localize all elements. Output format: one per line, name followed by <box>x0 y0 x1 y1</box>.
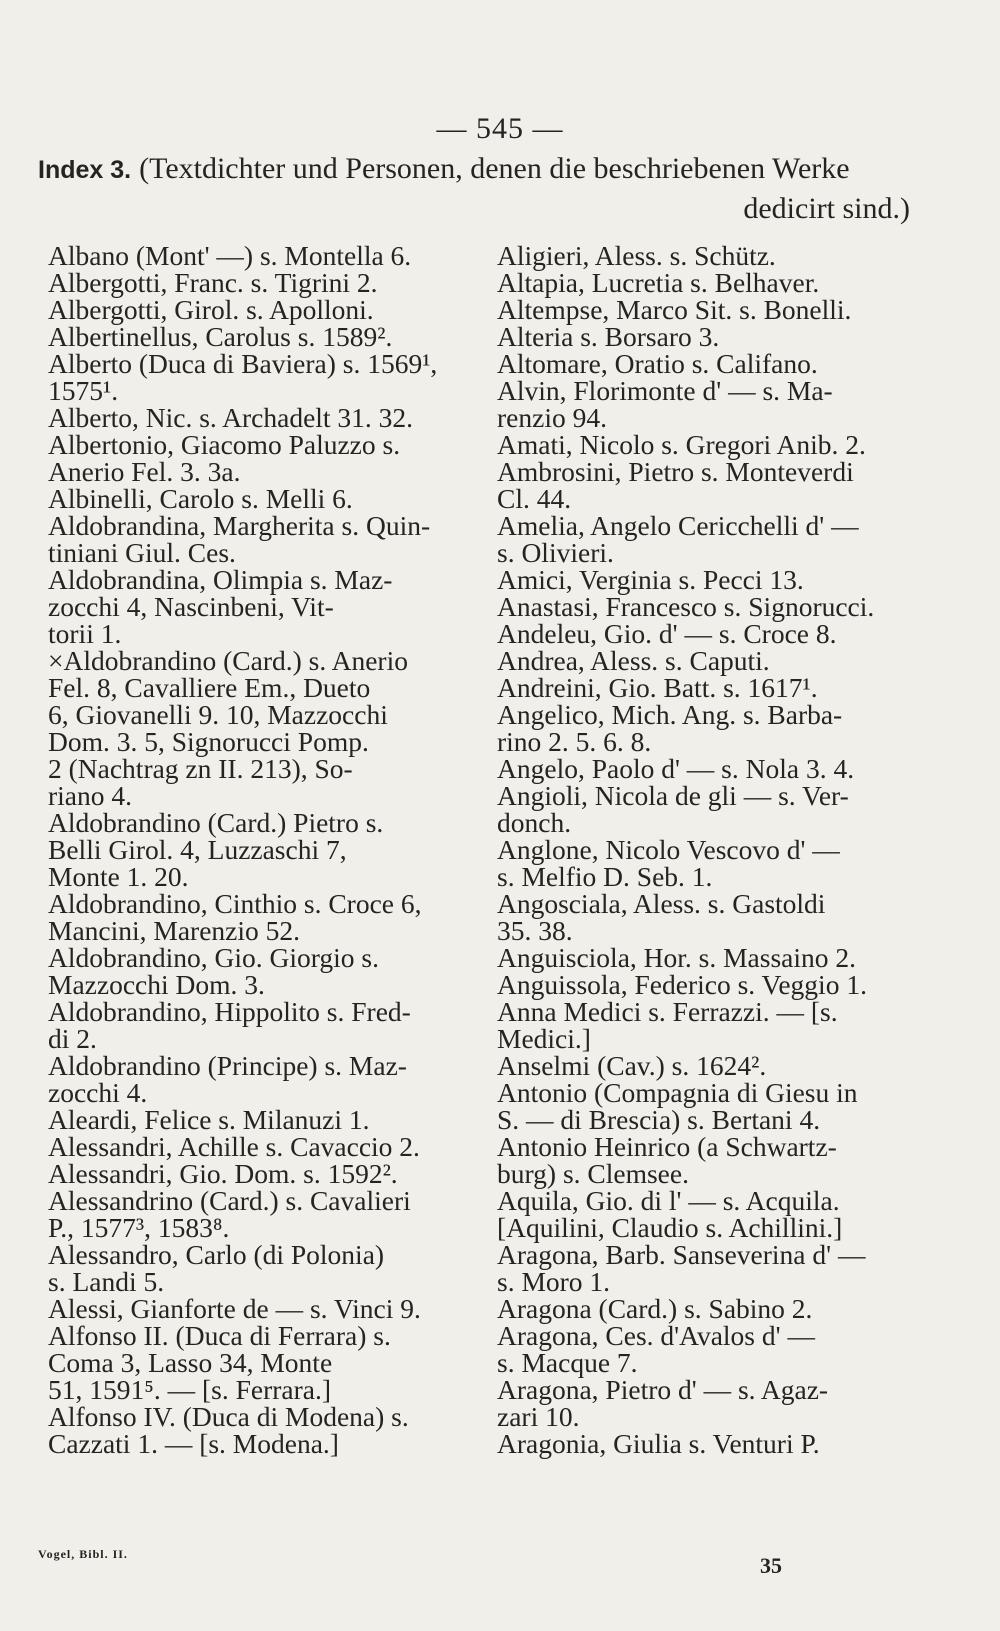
index-entry-line: Albertinellus, Carolus s. 1589². <box>48 321 393 352</box>
index-entry-line: 35. 38. <box>497 915 573 946</box>
index-entry-line: Alessi, Gianforte de — s. Vinci 9. <box>48 1293 421 1324</box>
index-entry-line: Altapia, Lucretia s. Belhaver. <box>497 267 820 298</box>
index-title-continuation: dedicirt sind.) <box>743 192 910 225</box>
index-entry <box>497 242 927 269</box>
index-entry <box>497 377 927 431</box>
index-entry-line: Alberto, Nic. s. Archadelt 31. 32. <box>48 402 414 433</box>
index-entry <box>48 296 488 323</box>
index-entry-line: Alvin, Florimonte d' — s. Ma- <box>497 375 833 406</box>
index-entry-line: Angioli, Nicola de gli — s. Ver- <box>497 780 849 811</box>
index-entry <box>48 485 488 512</box>
index-entry <box>497 890 927 944</box>
index-entry-line: 1575¹. <box>48 375 119 406</box>
index-entry-line: di 2. <box>48 1023 97 1054</box>
index-entry-line: zocchi 4. <box>48 1077 148 1108</box>
index-entry-line: Altempse, Marco Sit. s. Bonelli. <box>497 294 852 325</box>
index-entry-line: zari 10. <box>497 1401 580 1432</box>
index-entry-line: S. — di Brescia) s. Bertani 4. <box>497 1104 821 1135</box>
index-entry-line: Alessandri, Gio. Dom. s. 1592². <box>48 1158 398 1189</box>
index-entry <box>497 566 927 593</box>
index-entry-line: Anastasi, Francesco s. Signorucci. <box>497 591 875 622</box>
index-entry-line: Albergotti, Girol. s. Apolloni. <box>48 294 374 325</box>
index-entry <box>48 431 488 485</box>
index-entry <box>497 647 927 674</box>
index-entry-line: Aragona, Barb. Sanseverina d' — <box>497 1239 866 1270</box>
index-entry-line: Aldobrandina, Margherita s. Quin- <box>48 510 431 541</box>
index-entry-line: Aragonia, Giulia s. Venturi P. <box>497 1428 820 1459</box>
index-entry <box>48 512 488 566</box>
index-entry-line: Angelo, Paolo d' — s. Nola 3. 4. <box>497 753 855 784</box>
sheet-number: 35 <box>760 1553 782 1578</box>
index-entry-line: P., 1577³, 1583⁸. <box>48 1212 230 1243</box>
index-entry-line: ×Aldobrandino (Card.) s. Anerio <box>48 645 408 676</box>
index-entry <box>48 1403 488 1457</box>
index-entry-line: Alfonso II. (Duca di Ferrara) s. <box>48 1320 391 1351</box>
index-entry-line: Alessandri, Achille s. Cavaccio 2. <box>48 1131 420 1162</box>
index-entry-line: Amati, Nicolo s. Gregori Anib. 2. <box>497 429 866 460</box>
index-entry <box>48 890 488 944</box>
index-entry-line: Cl. 44. <box>497 483 572 514</box>
index-entry <box>48 404 488 431</box>
index-entry-line: Cazzati 1. — [s. Modena.] <box>48 1428 339 1459</box>
index-entry-line: Aldobrandino (Principe) s. Maz- <box>48 1050 407 1081</box>
index-entry-line: 51, 1591⁵. — [s. Ferrara.] <box>48 1374 331 1405</box>
index-entry <box>48 1160 488 1187</box>
index-entry-line: Anna Medici s. Ferrazzi. — [s. <box>497 996 838 1027</box>
index-entry-line: Alessandrino (Card.) s. Cavalieri <box>48 1185 411 1216</box>
index-entry-line: Aragona, Ces. d'Avalos d' — <box>497 1320 815 1351</box>
sheet-signature: Vogel, Bibl. II. <box>38 1547 128 1561</box>
index-entry <box>497 269 927 296</box>
index-entry-line: Coma 3, Lasso 34, Monte <box>48 1347 333 1378</box>
index-entry <box>497 1241 927 1295</box>
index-entry-line: Aldobrandino, Gio. Giorgio s. <box>48 942 380 973</box>
index-entry <box>497 512 927 566</box>
page-number: — 545 — <box>436 112 564 145</box>
index-entry-line: Aldobrandino, Cinthio s. Croce 6, <box>48 888 422 919</box>
index-entry-line: Anselmi (Cav.) s. 1624². <box>497 1050 767 1081</box>
index-entry <box>497 323 927 350</box>
index-entry <box>497 296 927 323</box>
index-entry <box>497 1187 927 1214</box>
index-entry <box>497 1430 927 1457</box>
index-entry <box>497 1376 927 1430</box>
index-entry <box>497 674 927 701</box>
index-entry-line: Altomare, Oratio s. Califano. <box>497 348 818 379</box>
index-entry <box>497 1295 927 1322</box>
index-entry <box>48 1241 488 1295</box>
index-entry-line: Alfonso IV. (Duca di Modena) s. <box>48 1401 409 1432</box>
index-entry <box>48 242 488 269</box>
index-entry <box>48 1133 488 1160</box>
index-entry-line: Mazzocchi Dom. 3. <box>48 969 265 1000</box>
index-entry <box>497 998 927 1052</box>
index-entry <box>48 350 488 404</box>
index-entry-line: Aragona, Pietro d' — s. Agaz- <box>497 1374 829 1405</box>
index-entry <box>497 971 927 998</box>
index-entry <box>497 458 927 512</box>
index-entry <box>497 350 927 377</box>
index-entry-line: riano 4. <box>48 780 133 811</box>
index-entry <box>48 647 488 809</box>
index-entry <box>497 620 927 647</box>
index-entry <box>497 701 927 755</box>
index-entry-line: Medici.] <box>497 1023 591 1054</box>
index-entry-line: Albano (Mont' —) s. Montella 6. <box>48 240 412 271</box>
right-column <box>497 242 927 1457</box>
index-entry <box>497 782 927 836</box>
index-entry-line: burg) s. Clemsee. <box>497 1158 689 1189</box>
index-entry-line: s. Olivieri. <box>497 537 614 568</box>
index-entry-line: Anglone, Nicolo Vescovo d' — <box>497 834 840 865</box>
index-entry-line: Andrea, Aless. s. Caputi. <box>497 645 770 676</box>
index-entry-line: Aquila, Gio. di l' — s. Acquila. <box>497 1185 840 1216</box>
index-entry <box>497 944 927 971</box>
index-entry-line: Ambrosini, Pietro s. Monteverdi <box>497 456 854 487</box>
index-entry-line: Anerio Fel. 3. 3a. <box>48 456 241 487</box>
index-entry-line: Albergotti, Franc. s. Tigrini 2. <box>48 267 378 298</box>
index-entry <box>497 1133 927 1187</box>
index-entry-line: s. Melfio D. Seb. 1. <box>497 861 713 892</box>
index-entry-line: Belli Girol. 4, Luzzaschi 7, <box>48 834 347 865</box>
index-entry <box>497 836 927 890</box>
index-entry-line: [Aquilini, Claudio s. Achillini.] <box>497 1212 843 1243</box>
index-entry-line: Fel. 8, Cavalliere Em., Dueto <box>48 672 371 703</box>
index-entry <box>48 944 488 998</box>
index-entry-line: s. Landi 5. <box>48 1266 165 1297</box>
index-entry-line: Dom. 3. 5, Signorucci Pomp. <box>48 726 369 757</box>
index-entry <box>497 755 927 782</box>
index-entry <box>497 1214 927 1241</box>
index-entry-line: Aldobrandino, Hippolito s. Fred- <box>48 996 411 1027</box>
index-entry-line: Angelico, Mich. Ang. s. Barba- <box>497 699 843 730</box>
index-entry-line: Antonio (Compagnia di Giesu in <box>497 1077 858 1108</box>
index-entry-line: Angosciala, Aless. s. Gastoldi <box>497 888 826 919</box>
index-entry-line: Aldobrandino (Card.) Pietro s. <box>48 807 384 838</box>
index-entry-line: s. Moro 1. <box>497 1266 611 1297</box>
index-entry <box>48 998 488 1052</box>
index-entry-line: Amelia, Angelo Cericchelli d' — <box>497 510 859 541</box>
index-entry-line: Aldobrandina, Olimpia s. Maz- <box>48 564 393 595</box>
index-entry-line: Andeleu, Gio. d' — s. Croce 8. <box>497 618 837 649</box>
index-entry <box>48 269 488 296</box>
index-entry-line: Alberto (Duca di Baviera) s. 1569¹, <box>48 348 438 379</box>
index-entry-line: s. Macque 7. <box>497 1347 638 1378</box>
index-title: (Textdichter und Personen, denen die beschriebenen Werke <box>139 152 850 185</box>
index-entry-line: Aleardi, Felice s. Milanuzi 1. <box>48 1104 370 1135</box>
index-header <box>38 150 908 189</box>
index-entry-line: Albinelli, Carolo s. Melli 6. <box>48 483 353 514</box>
index-entry-line: tiniani Giul. Ces. <box>48 537 236 568</box>
index-entry-line: 2 (Nachtrag zn II. 213), So- <box>48 753 353 784</box>
index-entry-line: Albertonio, Giacomo Paluzzo s. <box>48 429 401 460</box>
index-entry-line: Mancini, Marenzio 52. <box>48 915 301 946</box>
index-entry <box>48 1106 488 1133</box>
index-entry <box>48 1295 488 1322</box>
index-entry-line: Anguissola, Federico s. Veggio 1. <box>497 969 867 1000</box>
index-entry-line: Alessandro, Carlo (di Polonia) <box>48 1239 385 1270</box>
index-entry-line: Monte 1. 20. <box>48 861 189 892</box>
left-column <box>48 242 488 1457</box>
index-entry <box>497 593 927 620</box>
index-entry <box>48 809 488 890</box>
index-entry <box>497 431 927 458</box>
index-entry <box>48 1052 488 1106</box>
index-entry <box>48 566 488 647</box>
index-entry <box>497 1079 927 1133</box>
index-entry-line: torii 1. <box>48 618 122 649</box>
index-entry <box>48 1322 488 1403</box>
index-entry-line: zocchi 4, Nascinbeni, Vit- <box>48 591 334 622</box>
index-entry-line: Amici, Verginia s. Pecci 13. <box>497 564 804 595</box>
index-entry-line: Anguisciola, Hor. s. Massaino 2. <box>497 942 857 973</box>
index-entry <box>497 1052 927 1079</box>
index-entry-line: Andreini, Gio. Batt. s. 1617¹. <box>497 672 818 703</box>
index-entry-line: Aligieri, Aless. s. Schütz. <box>497 240 776 271</box>
index-entry-line: Aragona (Card.) s. Sabino 2. <box>497 1293 813 1324</box>
index-entry-line: renzio 94. <box>497 402 607 433</box>
index-entry <box>48 1187 488 1241</box>
index-entry-line: 6, Giovanelli 9. 10, Mazzocchi <box>48 699 388 730</box>
index-entry-line: rino 2. 5. 6. 8. <box>497 726 652 757</box>
index-entry-line: Antonio Heinrico (a Schwartz- <box>497 1131 837 1162</box>
index-entry <box>497 1322 927 1376</box>
index-entry <box>48 323 488 350</box>
index-entry-line: Alteria s. Borsaro 3. <box>497 321 720 352</box>
index-label: Index 3. <box>38 156 132 184</box>
index-entry-line: donch. <box>497 807 572 838</box>
